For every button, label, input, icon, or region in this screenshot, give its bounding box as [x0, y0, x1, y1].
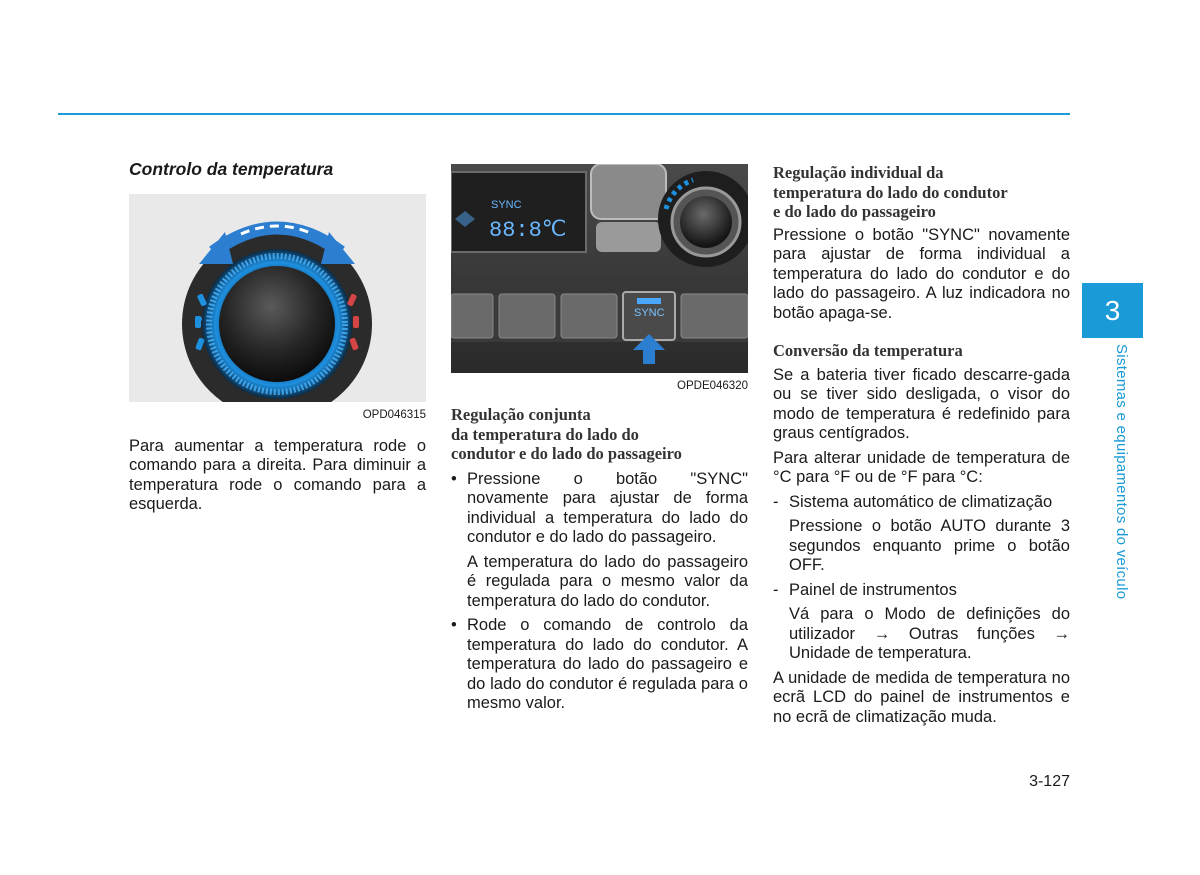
list-item [773, 493, 1070, 576]
figure-temperature-knob [129, 194, 426, 428]
heading-line: Regulação conjunta [451, 405, 591, 424]
display-sync-label: SYNC [491, 199, 522, 211]
right-body-text-3: Para alterar unidade de temperatura de °C para °F ou de °F para °C: [773, 448, 1070, 486]
sync-button-label: SYNC [634, 307, 665, 319]
bullet-text: Rode o comando de controlo da temperatura do lado do condutor. A temperatura do lado do passageiro e do lado do condutor é regulada para o mesmo valor. [467, 616, 748, 712]
panel-button-5[interactable] [681, 294, 748, 338]
section-title-temperature-control: Controlo da temperatura [129, 159, 334, 179]
heading-line: temperatura do lado do condutor [773, 182, 1008, 202]
panel-button-3[interactable] [561, 294, 617, 338]
heading-line: da temperatura do lado do [451, 424, 639, 444]
dash-marker: - [773, 492, 779, 511]
figure-code: OPD046315 [129, 402, 426, 428]
middle-bullet-list [451, 470, 748, 714]
knob-face [219, 266, 335, 382]
chapter-side-label: Sistemas e equipamentos do veículo [1113, 344, 1130, 600]
list-item [773, 581, 1070, 664]
sync-indicator-icon [637, 298, 661, 304]
middle-button[interactable] [596, 222, 661, 252]
right-heading-individual [773, 163, 1070, 222]
item-subtext: Vá para o Modo de definições do utilizador → Outras funções → Unidade de temperatura. [789, 605, 1070, 662]
right-body-text-4: A unidade de medida de temperatura no ecrã LCD do painel de instrumentos e no ecrã de climatização muda. [773, 668, 1070, 726]
item-label: Painel de instrumentos [789, 580, 957, 599]
temperature-dial[interactable] [680, 196, 732, 248]
page-number: 3-127 [1029, 773, 1070, 790]
middle-heading [451, 405, 748, 464]
column-right [773, 163, 1070, 727]
column-middle [451, 164, 748, 719]
temperature-knob-illustration [129, 194, 426, 402]
right-body-text-1: Pressione o botão "SYNC" novamente para ajustar de forma individual a temperatura do lado do condutor e do lado do passageiro. A luz indicadora no botão apaga-se. [773, 225, 1070, 322]
top-button[interactable] [591, 164, 666, 219]
chapter-tab: 3 [1082, 283, 1143, 338]
bullet-text: Pressione o botão "SYNC" novamente para ajustar de forma individual a temperatura do lado do condutor e do lado do passageiro. [467, 469, 748, 546]
item-label: Sistema automático de climatização [789, 492, 1053, 511]
climate-panel-illustration [451, 164, 748, 373]
list-item [451, 616, 748, 714]
top-rule [58, 113, 1070, 115]
heading-line: condutor e do lado do passageiro [451, 444, 682, 463]
heading-line: Regulação individual da [773, 163, 944, 182]
left-body-text: Para aumentar a temperatura rode o comando para a direita. Para diminuir a temperatura rode o comando para a esquerda. [129, 436, 426, 513]
column-left [129, 160, 426, 515]
bullet-marker: • [451, 469, 457, 488]
figure-sync-button [451, 164, 748, 399]
panel-button-1[interactable] [451, 294, 493, 338]
figure-code: OPDE046320 [451, 373, 748, 399]
right-body-text-2: Se a bateria tiver ficado descarre-gada ou se tiver sido desligada, o visor do modo de temperatura é redefinido para graus centígrados. [773, 365, 1070, 442]
display-temperature: 88:8℃ [489, 218, 567, 243]
panel-button-2[interactable] [499, 294, 555, 338]
bullet-subtext: A temperatura do lado do passageiro é regulada para o mesmo valor da temperatura do lado do condutor. [467, 552, 748, 610]
right-heading-conversion: Conversão da temperatura [773, 341, 963, 360]
bullet-marker: • [451, 616, 457, 634]
item-subtext: Pressione o botão AUTO durante 3 segundos enquanto prime o botão OFF. [789, 517, 1070, 574]
dash-marker: - [773, 580, 779, 599]
list-item [451, 470, 748, 612]
heading-line: e do lado do passageiro [773, 202, 936, 221]
